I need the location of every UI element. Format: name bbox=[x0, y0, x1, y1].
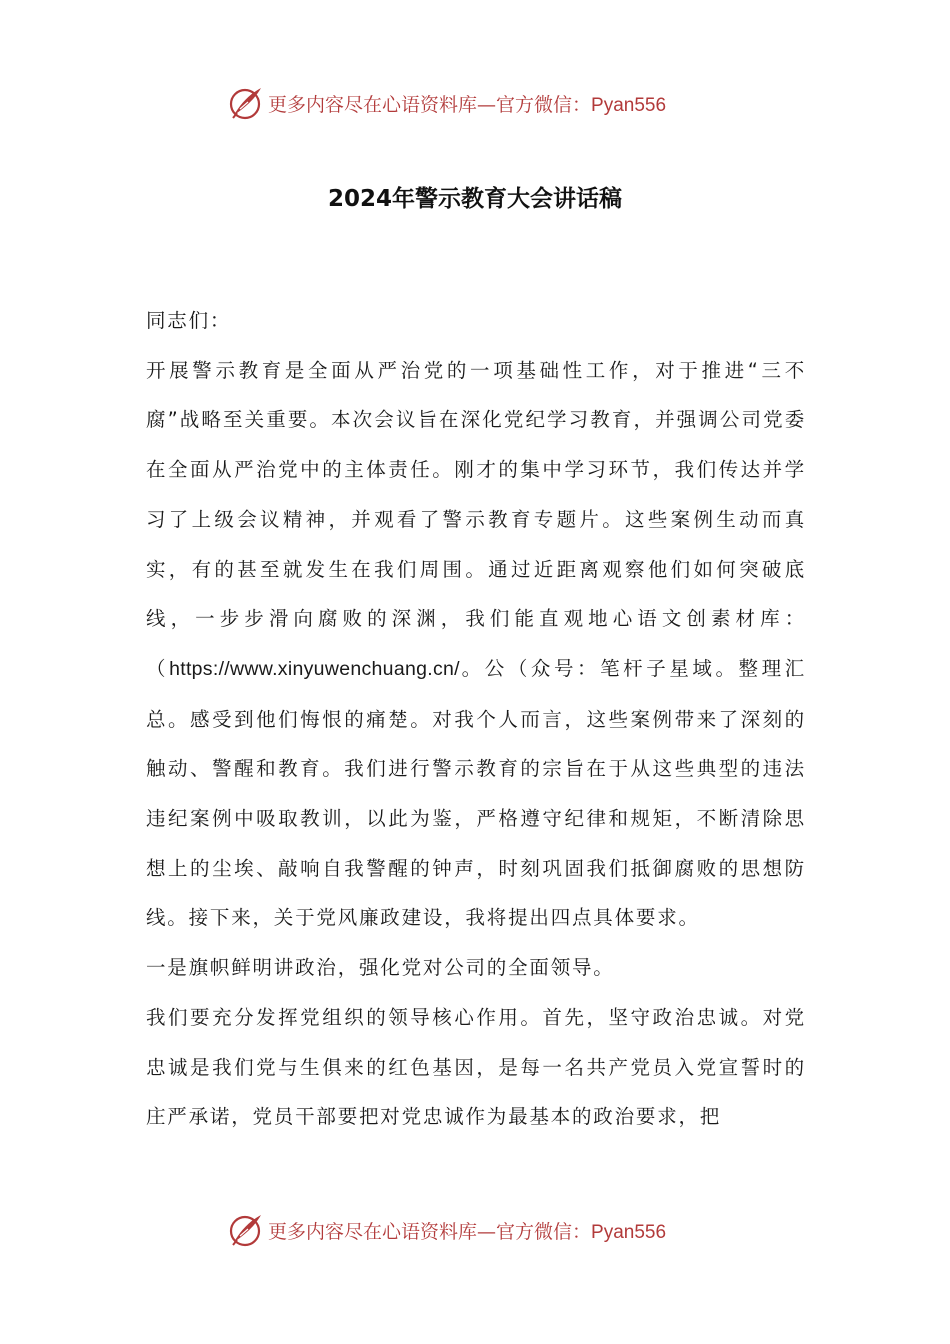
paragraph-section-1: 我们要充分发挥党组织的领导核心作用。首先，坚守政治忠诚。对党忠诚是我们党与生俱来的红色基因，是每一名共产党员入党宣誓时的庄严承诺，党员干部要把对党忠诚作为最基本的政治要求，把 bbox=[146, 1005, 806, 1129]
header-banner-text: 更多内容尽在心语资料库—官方微信：Pyan556 bbox=[268, 93, 667, 116]
quill-logo-icon bbox=[228, 85, 264, 121]
section-heading-1: 一是旗帜鲜明讲政治，强化党对公司的全面领导。 bbox=[146, 956, 615, 980]
header-banner bbox=[228, 83, 728, 123]
document-title: 2024年警示教育大会讲话稿 bbox=[327, 186, 622, 212]
salutation: 同志们： bbox=[146, 309, 232, 332]
footer-wechat-handle: Pyan556 bbox=[591, 1221, 667, 1243]
paragraph-intro: 开展警示教育是全面从严治党的一项基础性工作，对于推进“三不腐”战略至关重要。本次会议旨在深化党纪学习教育，并强调公司党委在全面从严治党中的主体责任。刚才的集中学习环节，我们传达并学习了上级会议精神，并观看了警示教育专题片。这些案例生动而真实，有的甚至就发生在我们周围。通过近距离观察他们如何突破底线，一步步滑向腐败的深渊，我们能直观地心语文创素材库：（https://www.xinyuwenchuang.cn/。公（众号：笔杆子星域。整理汇总。感受到他们悔恨的痛楚。对我个人而言，这些案例带来了深刻的触动、警醒和教育。我们进行警示教育的宗旨在于从这些典型的违法违纪案例中吸取教训，以此为鉴，严格遵守纪律和规矩，不断清除思想上的尘埃、敲响自我警醒的钟声，时刻巩固我们抵御腐败的思想防线。接下来，关于党风廉政建设，我将提出四点具体要求。 bbox=[146, 358, 806, 930]
footer-banner bbox=[228, 1210, 728, 1250]
quill-logo-icon bbox=[228, 1212, 264, 1248]
document-body bbox=[146, 296, 806, 1142]
header-wechat-handle: Pyan556 bbox=[591, 94, 667, 116]
footer-banner-text: 更多内容尽在心语资料库—官方微信：Pyan556 bbox=[268, 1220, 667, 1243]
website-url: https://www.xinyuwenchuang.cn/ bbox=[169, 657, 460, 680]
